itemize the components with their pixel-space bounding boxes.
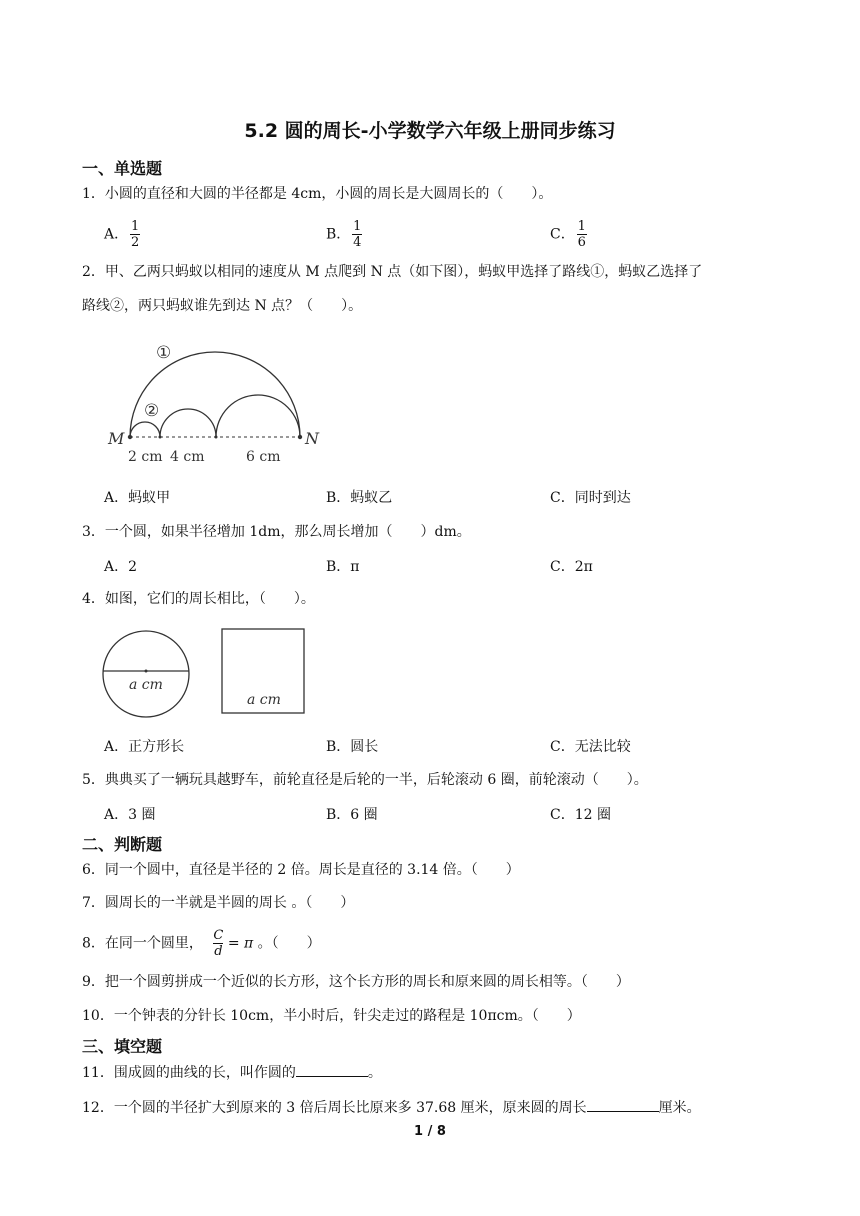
q4-option-b: B．圆长	[326, 739, 379, 755]
question-11: 11．围成圆的曲线的长，叫作圆的 。	[82, 1062, 382, 1083]
question-8: 8．在同一个圆里， $\frac{C}{d}$ = π 。（ ）	[82, 928, 321, 959]
circle-figure	[100, 628, 192, 720]
question-5: 5．典典买了一辆玩具越野车，前轮直径是后轮的一半，后轮滚动 6 圈，前轮滚动（ ）。	[82, 772, 648, 788]
question-2-line-1: 2．甲、乙两只蚂蚁以相同的速度从 M 点爬到 N 点（如下图），蚂蚁甲选择了路线①，蚂蚁乙选择了	[82, 264, 703, 280]
length-label-1: 2 cm	[128, 449, 163, 465]
question-2-line-2: 路线②，两只蚂蚁谁先到达 N 点？（ ）。	[82, 298, 363, 314]
q4-option-a: A．正方形长	[104, 739, 185, 755]
q2-option-c: C．同时到达	[550, 490, 631, 506]
ant-route-figure	[104, 334, 334, 474]
question-3: 3．一个圆，如果半径增加 1dm，那么周长增加（ ）dm。	[82, 524, 471, 540]
page-number: 1 / 8	[414, 1124, 446, 1139]
q1-option-a: A． $\frac{1}{2}$	[104, 219, 140, 250]
question-7: 7．圆周长的一半就是半圆的周长 。（ ）	[82, 895, 355, 911]
length-label-3: 6 cm	[246, 449, 281, 465]
length-label-2: 4 cm	[170, 449, 205, 465]
page-title: 5.2 圆的周长-小学数学六年级上册同步练习	[244, 120, 616, 142]
route-2-label: ②	[144, 401, 160, 421]
q2-option-a: A．蚂蚁甲	[104, 490, 171, 506]
q4-option-c: C．无法比较	[550, 739, 631, 755]
q2-option-b: B．蚂蚁乙	[326, 490, 393, 506]
q11-answer-blank[interactable]	[296, 1062, 368, 1077]
square-figure	[220, 626, 308, 716]
q12-answer-blank[interactable]	[587, 1097, 659, 1112]
q5-option-b: B．6 圈	[326, 807, 378, 823]
q5-option-c: C．12 圈	[550, 807, 611, 823]
section-heading-true-false: 二、判断题	[82, 835, 163, 854]
q5-option-a: A．3 圈	[104, 807, 156, 823]
section-heading-fill-blank: 三、填空题	[82, 1037, 163, 1056]
route-1-label: ①	[156, 343, 172, 363]
q1-option-c: C． $\frac{1}{6}$	[550, 219, 586, 250]
question-12: 12．一个圆的半径扩大到原来的 3 倍后周长比原来多 37.68 厘米，原来圆的周长 厘米。	[82, 1097, 701, 1118]
question-4: 4．如图，它们的周长相比，（ ）。	[82, 591, 315, 607]
question-1: 1．小圆的直径和大圆的半径都是 4cm，小圆的周长是大圆周长的（ ）。	[82, 186, 553, 202]
section-heading-single-choice: 一、单选题	[82, 159, 163, 178]
square-side-label: a cm	[247, 692, 281, 708]
circle-diameter-label: a cm	[129, 677, 163, 693]
question-6: 6．同一个圆中，直径是半径的 2 倍。周长是直径的 3.14 倍。（ ）	[82, 862, 520, 878]
question-10: 10．一个钟表的分针长 10cm，半小时后，针尖走过的路程是 10πcm。（ ）	[82, 1008, 581, 1024]
q3-option-c: C．2π	[550, 559, 593, 575]
q1-option-b: B． $\frac{1}{4}$	[326, 219, 362, 250]
point-m-label: M	[108, 429, 125, 448]
point-n-label: N	[305, 429, 319, 448]
question-9: 9．把一个圆剪拼成一个近似的长方形，这个长方形的周长和原来圆的周长相等。（ ）	[82, 974, 630, 990]
q3-option-b: B．π	[326, 559, 360, 575]
q3-option-a: A．2	[104, 559, 138, 575]
